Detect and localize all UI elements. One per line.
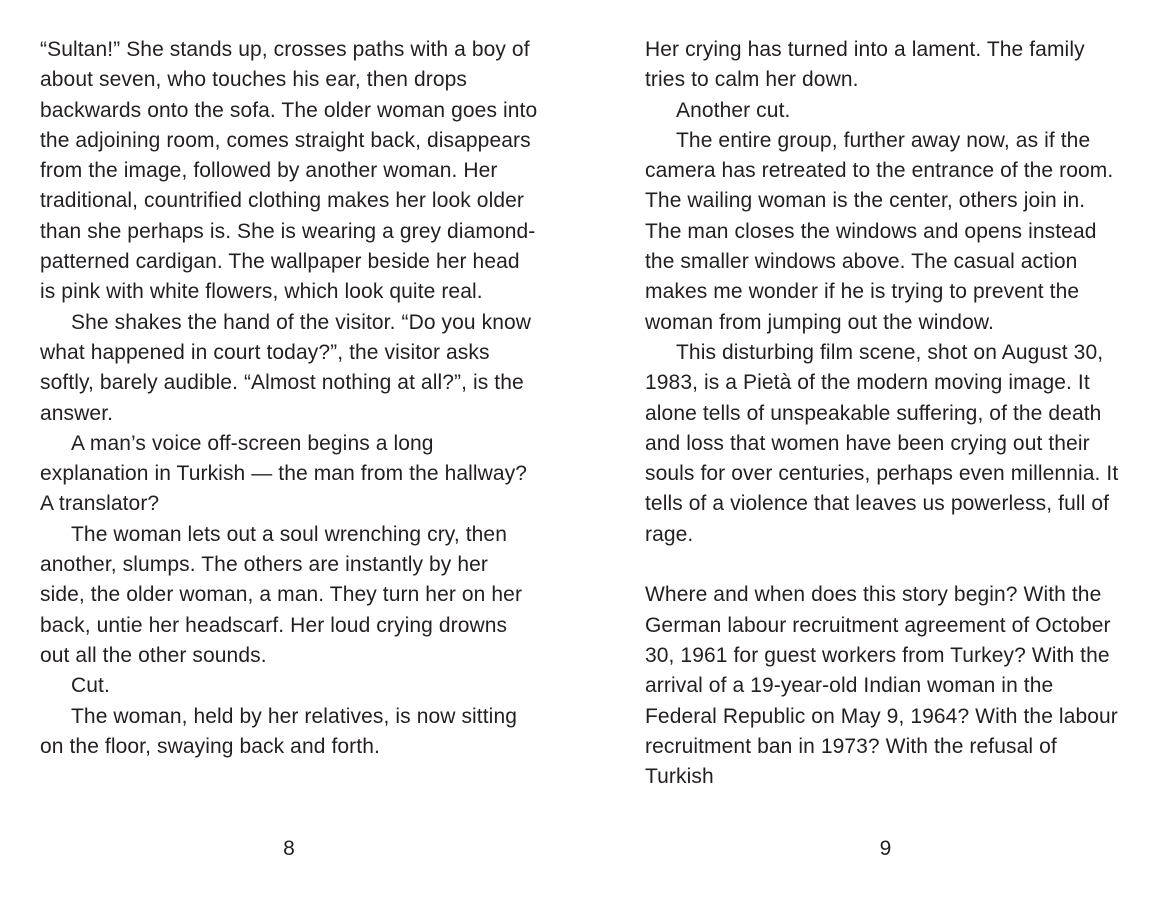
paragraph: Another cut.	[676, 98, 791, 122]
paragraph: The woman, held by her relatives, is now sitting on the floor, swaying back and forth.	[40, 704, 518, 758]
paragraph: She shakes the hand of the visitor. “Do you know what happened in court today?”, the visitor asks softly, barely audible. “Almost nothing at all?”, is the answer.	[40, 310, 532, 425]
paragraph: “Sultan!” She stands up, crosses paths with a boy of about seven, who touches his ear, then drops backwards onto the sofa. The older woman goes into the adjoining room, comes straight back, disappears from the image, followed by another woman. Her traditional, countrified clothing makes her look older than she perhaps is. She is wearing a grey diamond-patterned cardigan. The wallpaper beside her head is pink with white flowers, which look quite real.	[40, 38, 538, 304]
paragraph: This disturbing film scene, shot on August 30, 1983, is a Pietà of the modern moving image. It alone tells of unspeakable suffering, of the death and loss that women have been crying out their souls for over centuries, perhaps even millennia. It tells of a violence that leaves us powerless, full of rage.	[645, 340, 1119, 546]
paragraph: Cut.	[71, 674, 110, 698]
page-right-text-column	[645, 35, 1126, 792]
paragraph: The woman lets out a soul wrenching cry, then another, slumps. The others are instantly by her side, the older woman, a man. They turn her on her back, untie her headscarf. Her loud crying drowns out all the other sounds.	[40, 522, 523, 667]
page-left-text-column	[40, 35, 538, 762]
paragraph: Her crying has turned into a lament. The family tries to calm her down.	[645, 38, 1085, 92]
paragraph: A man’s voice off-screen begins a long explanation in Turkish — the man from the hallway? A translator?	[40, 431, 528, 516]
page-number-left: 8	[283, 837, 295, 860]
paragraph: The entire group, further away now, as if the camera has retreated to the entrance of the room. The wailing woman is the center, others join in. The man closes the windows and opens instead the smaller windows above. The casual action makes me wonder if he is trying to prevent the woman from jumping out the window.	[645, 128, 1114, 334]
paragraph: Where and when does this story begin? With the German labour recruitment agreement of October 30, 1961 for guest workers from Turkey? With the arrival of a 19-year-old Indian woman in the Federal Republic on May 9, 1964? With the labour recruitment ban in 1973? With the refusal of Turkish	[645, 583, 1118, 789]
page-number-right: 9	[879, 837, 892, 860]
